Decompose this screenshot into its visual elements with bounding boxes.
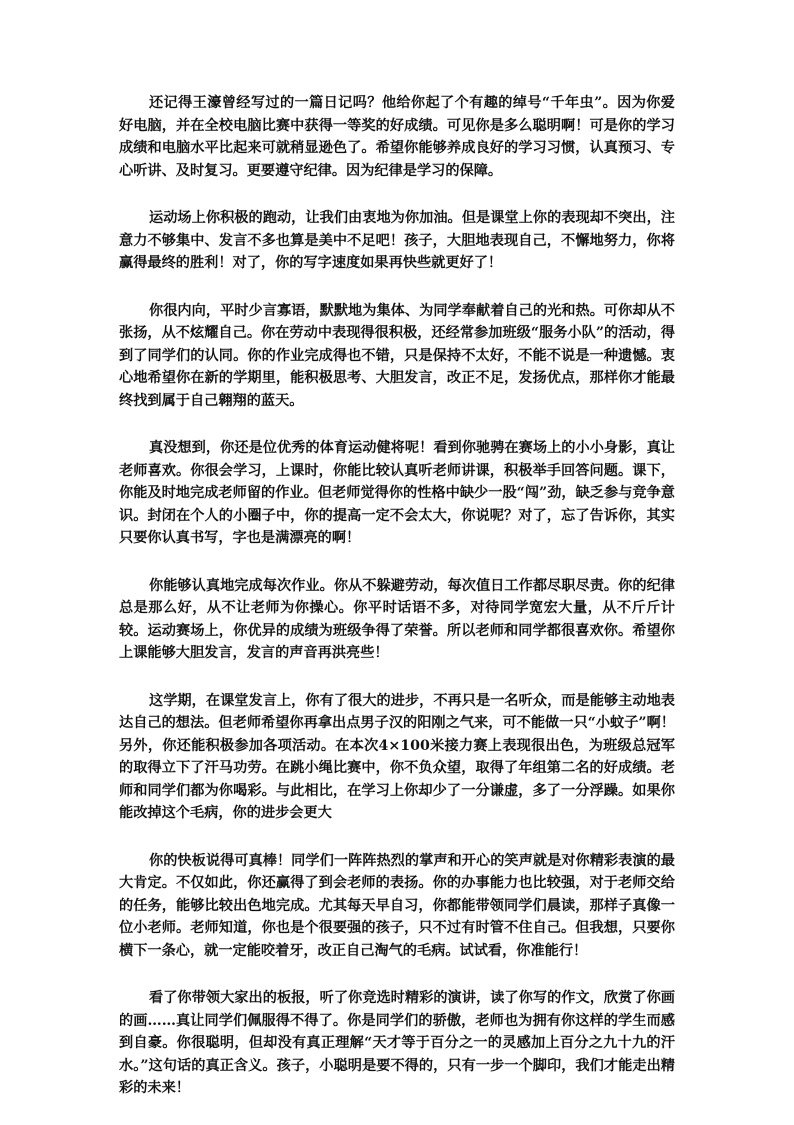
paragraph: 还记得王濠曾经写过的一篇日记吗？他给你起了个有趣的绰号“千年虫”。因为你爱好电脑，并在全校电脑比赛中获得一等奖的好成绩。可见你是多么聪明啊！可是你的学习成绩和电脑水平比起来可就稍显逊色了。希望你能够养成良好的学习习惯，认真预习、专心听讲、及时复习。更要遵守纪律。因为纪律是学习的保障。 [119,95,675,179]
paragraph: 你能够认真地完成每次作业。你从不躲避劳动，每次值日工作都尽职尽责。你的纪律总是那么好，从不让老师为你操心。你平时话语不多，对待同学宽宏大量，从不斤斤计较。运动赛场上，你优异的成绩为班级争得了荣誉。所以老师和同学都很喜欢你。希望你上课能够大胆发言，发言的声音再洪亮些！ [119,577,675,661]
paragraph: 你的快板说得可真棒！同学们一阵阵热烈的掌声和开心的笑声就是对你精彩表演的最大肯定。不仅如此，你还赢得了到会老师的表扬。你的办事能力也比较强，对于老师交给的任务，能够比较出色地完成。尤其每天早自习，你都能带领同学们晨读，那样子真像一位小老师。老师知道，你也是个很要强的孩子，只不过有时管不住自己。但我想，只要你横下一条心，就一定能咬着牙，改正自己淘气的毛病。试试看，你准能行！ [119,852,675,959]
paragraph: 真没想到，你还是位优秀的体育运动健将呢！看到你驰骋在赛场上的小小身影，真让老师喜欢。你很会学习，上课时，你能比较认真听老师讲课，积极举手回答问题。课下，你能及时地完成老师留的作业。但老师觉得你的性格中缺少一股“闯”劲，缺乏参与竞争意识。封闭在个人的小圈子中，你的提高一定不会太大，你说呢？对了，忘了告诉你，其实只要你认真书写，字也是满漂亮的啊！ [119,440,675,546]
paragraph: 你很内向，平时少言寡语，默默地为集体、为同学奉献着自己的光和热。可你却从不张扬，从不炫耀自己。你在劳动中表现得很积极，还经常参加班级“服务小队”的活动，得到了同学们的认同。你的作业完成得也不错，只是保持不太好，不能不说是一种遗憾。衷心地希望你在新的学期里，能积极思考、大胆发言，改正不足，发扬优点，那样你才能最终找到属于自己翱翔的蓝天。 [119,302,675,409]
document-body [119,92,675,1125]
paragraph: 看了你带领大家出的板报，听了你竞选时精彩的演讲，读了你写的作文，欣赏了你画的画……真让同学们佩服得不得了。你是同学们的骄傲，老师也为拥有你这样的学生而感到自豪。你很聪明，但却没有真正理解“天才等于百分之一的灵感加上百分之九十九的汗水。”这句话的真正含义。孩子，小聪明是要不得的，只有一步一个脚印，我们才能走出精彩的未来！ [119,990,675,1096]
paragraph: 这学期，在课堂发言上，你有了很大的进步，不再只是一名听众，而是能够主动地表达自己的想法。但老师希望你再拿出点男子汉的阳刚之气来，可不能做一只“小蚊子”啊！另外，你还能积极参加各项活动。在本次4×100米接力赛上表现很出色，为班级总冠军的取得立下了汗马功劳。在跳小绳比赛中，你不负众望，取得了年组第二名的好成绩。老师和同学们都为你喝彩。与此相比，在学习上你却少了一分谦虚，多了一分浮躁。如果你能改掉这个毛病，你的进步会更大 [119,692,675,821]
paragraph: 运动场上你积极的跑动，让我们由衷地为你加油。但是课堂上你的表现却不突出，注意力不够集中、发言不多也算是美中不足吧！孩子，大胆地表现自己，不懈地努力，你将赢得最终的胜利！对了，你的写字速度如果再快些就更好了！ [119,210,675,271]
